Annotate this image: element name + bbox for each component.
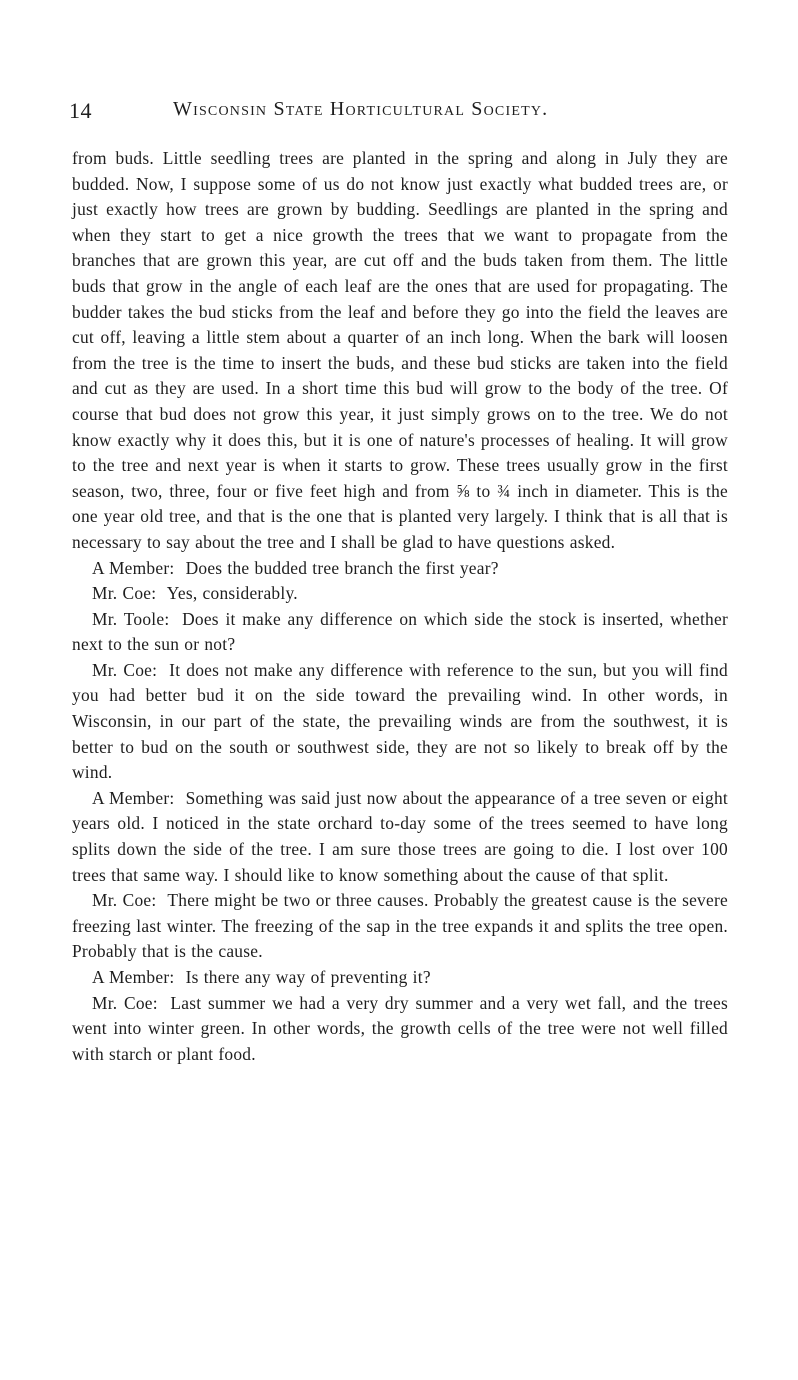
dialogue-text: Last summer we had a very dry summer and a very wet fall, and the trees went into winter green. In other words, the growth cells of the tree were not well filled with starch or plant food. [72, 992, 728, 1064]
dialogue-line [72, 658, 728, 786]
dialogue-line [72, 965, 728, 991]
speaker-label: Mr. Toole: [92, 608, 170, 629]
dialogue-line [72, 581, 728, 607]
speaker-label: Mr. Coe: [92, 992, 158, 1013]
dialogue-line [72, 888, 728, 965]
speaker-label: Mr. Coe: [92, 890, 157, 911]
speaker-label: A Member: [92, 787, 175, 808]
body-text [72, 146, 728, 1067]
dialogue-text: Does it make any difference on which side the stock is inserted, whether next to the sun or not? [72, 608, 728, 655]
dialogue-text: Something was said just now about the appearance of a tree seven or eight years old. I noticed in the state orchard to-day some of the trees seemed to have long splits down the side of the tree. I am sure those trees are going to die. I lost over 100 trees that same way. I should like to know something about the cause of that split. [72, 787, 728, 885]
dialogue-line [72, 786, 728, 888]
running-title: Wisconsin State Horticultural Society. [173, 98, 549, 120]
page-number: 14 [69, 98, 92, 123]
page-header [69, 98, 629, 128]
dialogue-line [72, 556, 728, 582]
opening-paragraph: from buds. Little seedling trees are planted in the spring and along in July they are budded. Now, I suppose some of us do not know just exactly what budded trees are, or just exactly how trees are grown by budding. Seedlings are planted in the spring and when they start to get a nice growth the trees that we want to propagate from the branches that are grown this year, are cut off and the buds taken from them. The little buds that grow in the angle of each leaf are the ones that are used for propagating. The budder takes the bud sticks from the leaf and before they go into the field the leaves are cut off, leaving a little stem about a quarter of an inch long. When the bark will loosen from the tree is the time to insert the buds, and these bud sticks are taken into the field and cut as they are used. In a short time this bud will grow to the body of the tree. Of course that bud does not grow this year, it just simply grows on to the tree. We do not know exactly why it does this, but it is one of nature's processes of healing. It will grow to the tree and next year is when it starts to grow. These trees usually grow in the first season, two, three, four or five feet high and from ⅝ to ¾ inch in diameter. This is the one year old tree, and that is the one that is planted very largely. I think that is all that is necessary to say about the tree and I shall be glad to have questions asked. [72, 148, 728, 552]
speaker-label: Mr. Coe: [92, 659, 158, 680]
dialogue-line [72, 607, 728, 658]
dialogue-text: There might be two or three causes. Probably the greatest cause is the severe freezing last winter. The freezing of the sap in the tree expands it and splits the tree open. Probably that is the cause. [72, 890, 728, 962]
dialogue-line [72, 991, 728, 1068]
speaker-label: A Member: [92, 967, 175, 987]
dialogue-text: Is there any way of preventing it? [185, 967, 431, 987]
speaker-label: A Member: [92, 557, 175, 578]
dialogue-text: Does the budded tree branch the first year? [185, 557, 499, 578]
dialogue-text: It does not make any difference with reference to the sun, but you will find you had better bud it on the side toward the prevailing wind. In other words, in Wisconsin, in our part of the state, the prevailing winds are from the southwest, it is better to bud on the south or southwest side, they are not so likely to break off by the wind. [72, 659, 728, 783]
speaker-label: Mr. Coe: [92, 583, 157, 604]
dialogue-text: Yes, considerably. [166, 583, 298, 604]
